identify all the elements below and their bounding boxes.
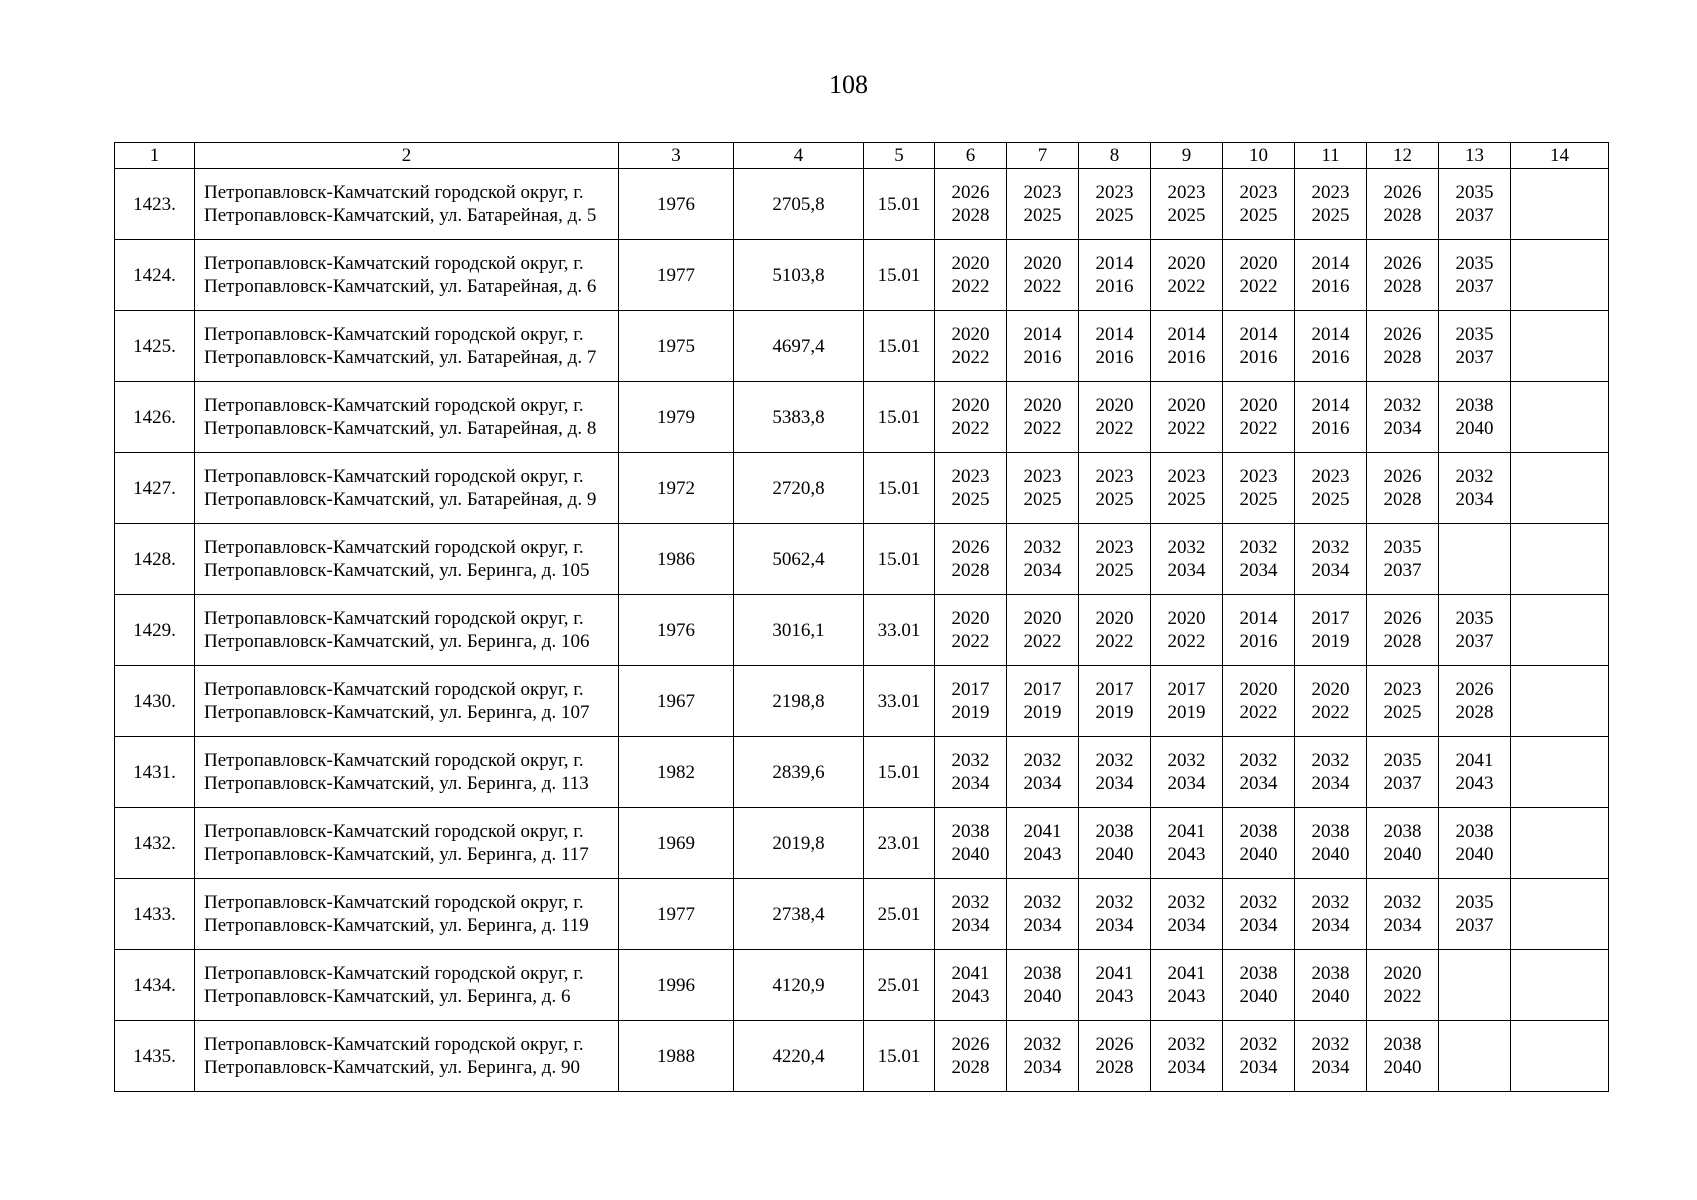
year-built-cell: 1969 [619, 808, 734, 879]
period-cell: 2020 2022 [1007, 382, 1079, 453]
period-cell: 2041 2043 [1439, 737, 1511, 808]
period-cell: 2020 2022 [1223, 240, 1295, 311]
period-cell: 2038 2040 [1439, 808, 1511, 879]
period-cell: 2017 2019 [1151, 666, 1223, 737]
year-built-cell: 1982 [619, 737, 734, 808]
period-cell [1439, 524, 1511, 595]
period-cell: 2020 2022 [935, 595, 1007, 666]
period-cell: 2032 2034 [1079, 879, 1151, 950]
column-header: 14 [1511, 143, 1609, 169]
code-cell: 15.01 [864, 524, 935, 595]
period-cell: 2026 2028 [935, 169, 1007, 240]
code-cell: 15.01 [864, 169, 935, 240]
period-cell: 2023 2025 [1223, 169, 1295, 240]
table-row [115, 382, 1609, 453]
area-cell: 2705,8 [734, 169, 864, 240]
year-built-cell: 1977 [619, 879, 734, 950]
period-cell [1511, 666, 1609, 737]
address-cell: Петропавловск-Камчатский городской округ, г. Петропавловск-Камчатский, ул. Беринга, д. 106 [195, 595, 619, 666]
period-cell: 2032 2034 [1223, 524, 1295, 595]
address-cell: Петропавловск-Камчатский городской округ, г. Петропавловск-Камчатский, ул. Беринга, д. 117 [195, 808, 619, 879]
period-cell: 2038 2040 [1367, 808, 1439, 879]
year-built-cell: 1977 [619, 240, 734, 311]
period-cell: 2020 2022 [1151, 382, 1223, 453]
period-cell: 2041 2043 [1007, 808, 1079, 879]
period-cell [1511, 453, 1609, 524]
period-cell: 2032 2034 [1439, 453, 1511, 524]
period-cell: 2020 2022 [1223, 666, 1295, 737]
row-number-cell: 1430. [115, 666, 195, 737]
period-cell: 2020 2022 [1151, 595, 1223, 666]
period-cell: 2032 2034 [1367, 879, 1439, 950]
column-header: 4 [734, 143, 864, 169]
period-cell: 2032 2034 [1295, 524, 1367, 595]
period-cell: 2035 2037 [1439, 311, 1511, 382]
row-number-cell: 1425. [115, 311, 195, 382]
area-cell: 2019,8 [734, 808, 864, 879]
area-cell: 2839,6 [734, 737, 864, 808]
table-row [115, 240, 1609, 311]
code-cell: 15.01 [864, 453, 935, 524]
period-cell [1511, 808, 1609, 879]
table-body [115, 169, 1609, 1092]
area-cell: 2720,8 [734, 453, 864, 524]
header-row [115, 143, 1609, 169]
year-built-cell: 1988 [619, 1021, 734, 1092]
period-cell: 2041 2043 [1151, 808, 1223, 879]
year-built-cell: 1979 [619, 382, 734, 453]
area-cell: 5103,8 [734, 240, 864, 311]
column-header: 11 [1295, 143, 1367, 169]
period-cell: 2023 2025 [1007, 169, 1079, 240]
period-cell: 2020 2022 [1367, 950, 1439, 1021]
address-cell: Петропавловск-Камчатский городской округ, г. Петропавловск-Камчатский, ул. Батарейная, д. 6 [195, 240, 619, 311]
area-cell: 4220,4 [734, 1021, 864, 1092]
period-cell: 2032 2034 [1079, 737, 1151, 808]
table-row [115, 311, 1609, 382]
period-cell: 2032 2034 [1295, 737, 1367, 808]
period-cell [1511, 879, 1609, 950]
period-cell: 2020 2022 [1007, 595, 1079, 666]
period-cell: 2017 2019 [1007, 666, 1079, 737]
column-header: 1 [115, 143, 195, 169]
area-cell: 2198,8 [734, 666, 864, 737]
period-cell [1511, 737, 1609, 808]
column-header: 13 [1439, 143, 1511, 169]
period-cell [1439, 950, 1511, 1021]
row-number-cell: 1426. [115, 382, 195, 453]
period-cell: 2038 2040 [1007, 950, 1079, 1021]
column-header: 5 [864, 143, 935, 169]
row-number-cell: 1428. [115, 524, 195, 595]
row-number-cell: 1429. [115, 595, 195, 666]
period-cell: 2020 2022 [935, 240, 1007, 311]
period-cell: 2032 2034 [1007, 1021, 1079, 1092]
code-cell: 15.01 [864, 240, 935, 311]
period-cell: 2017 2019 [935, 666, 1007, 737]
table-row [115, 453, 1609, 524]
code-cell: 15.01 [864, 311, 935, 382]
period-cell: 2020 2022 [1079, 595, 1151, 666]
column-header: 2 [195, 143, 619, 169]
year-built-cell: 1986 [619, 524, 734, 595]
period-cell: 2032 2034 [1151, 524, 1223, 595]
period-cell: 2038 2040 [1223, 950, 1295, 1021]
table-row [115, 524, 1609, 595]
period-cell: 2020 2022 [935, 382, 1007, 453]
row-number-cell: 1423. [115, 169, 195, 240]
period-cell: 2041 2043 [1079, 950, 1151, 1021]
column-header: 3 [619, 143, 734, 169]
period-cell: 2038 2040 [935, 808, 1007, 879]
period-cell: 2032 2034 [1151, 737, 1223, 808]
period-cell: 2017 2019 [1079, 666, 1151, 737]
period-cell: 2023 2025 [1367, 666, 1439, 737]
table-row [115, 595, 1609, 666]
address-cell: Петропавловск-Камчатский городской округ, г. Петропавловск-Камчатский, ул. Батарейная, д. 7 [195, 311, 619, 382]
row-number-cell: 1435. [115, 1021, 195, 1092]
period-cell: 2014 2016 [1295, 382, 1367, 453]
period-cell: 2026 2028 [1367, 311, 1439, 382]
period-cell: 2038 2040 [1295, 950, 1367, 1021]
period-cell: 2014 2016 [1223, 595, 1295, 666]
area-cell: 2738,4 [734, 879, 864, 950]
period-cell [1511, 382, 1609, 453]
period-cell: 2035 2037 [1439, 879, 1511, 950]
address-cell: Петропавловск-Камчатский городской округ, г. Петропавловск-Камчатский, ул. Батарейная, д. 8 [195, 382, 619, 453]
period-cell: 2035 2037 [1439, 169, 1511, 240]
address-cell: Петропавловск-Камчатский городской округ, г. Петропавловск-Камчатский, ул. Беринга, д. 107 [195, 666, 619, 737]
period-cell: 2041 2043 [935, 950, 1007, 1021]
period-cell: 2032 2034 [935, 737, 1007, 808]
table-row [115, 950, 1609, 1021]
year-built-cell: 1976 [619, 169, 734, 240]
period-cell: 2026 2028 [1439, 666, 1511, 737]
period-cell: 2041 2043 [1151, 950, 1223, 1021]
period-cell [1511, 950, 1609, 1021]
period-cell: 2020 2022 [1079, 382, 1151, 453]
period-cell [1511, 240, 1609, 311]
address-cell: Петропавловск-Камчатский городской округ, г. Петропавловск-Камчатский, ул. Батарейная, д. 9 [195, 453, 619, 524]
period-cell: 2035 2037 [1367, 524, 1439, 595]
period-cell: 2032 2034 [1007, 737, 1079, 808]
column-header: 6 [935, 143, 1007, 169]
area-cell: 3016,1 [734, 595, 864, 666]
column-header: 12 [1367, 143, 1439, 169]
year-built-cell: 1996 [619, 950, 734, 1021]
address-cell: Петропавловск-Камчатский городской округ, г. Петропавловск-Камчатский, ул. Беринга, д. 6 [195, 950, 619, 1021]
year-built-cell: 1976 [619, 595, 734, 666]
period-cell: 2026 2028 [935, 524, 1007, 595]
period-cell: 2026 2028 [1367, 240, 1439, 311]
row-number-cell: 1432. [115, 808, 195, 879]
period-cell: 2023 2025 [1151, 169, 1223, 240]
address-cell: Петропавловск-Камчатский городской округ, г. Петропавловск-Камчатский, ул. Беринга, д. 119 [195, 879, 619, 950]
period-cell: 2035 2037 [1439, 240, 1511, 311]
period-cell: 2020 2022 [1007, 240, 1079, 311]
period-cell: 2038 2040 [1367, 1021, 1439, 1092]
period-cell: 2014 2016 [1295, 311, 1367, 382]
period-cell [1511, 595, 1609, 666]
row-number-cell: 1433. [115, 879, 195, 950]
area-cell: 5062,4 [734, 524, 864, 595]
period-cell: 2032 2034 [935, 879, 1007, 950]
period-cell: 2014 2016 [1223, 311, 1295, 382]
period-cell: 2032 2034 [1007, 524, 1079, 595]
period-cell: 2014 2016 [1007, 311, 1079, 382]
housing-register-table [114, 142, 1609, 1092]
table-row [115, 808, 1609, 879]
column-header: 10 [1223, 143, 1295, 169]
period-cell: 2023 2025 [1151, 453, 1223, 524]
period-cell: 2020 2022 [1223, 382, 1295, 453]
table-row [115, 666, 1609, 737]
period-cell: 2032 2034 [1223, 737, 1295, 808]
period-cell [1511, 524, 1609, 595]
period-cell: 2032 2034 [1367, 382, 1439, 453]
period-cell: 2020 2022 [1151, 240, 1223, 311]
table-row [115, 879, 1609, 950]
period-cell: 2014 2016 [1151, 311, 1223, 382]
period-cell: 2038 2040 [1079, 808, 1151, 879]
period-cell: 2026 2028 [1367, 595, 1439, 666]
period-cell: 2026 2028 [1367, 453, 1439, 524]
column-header: 9 [1151, 143, 1223, 169]
code-cell: 23.01 [864, 808, 935, 879]
period-cell: 2032 2034 [1295, 879, 1367, 950]
period-cell: 2038 2040 [1223, 808, 1295, 879]
table-row [115, 1021, 1609, 1092]
period-cell [1439, 1021, 1511, 1092]
period-cell: 2035 2037 [1367, 737, 1439, 808]
code-cell: 15.01 [864, 737, 935, 808]
period-cell: 2026 2028 [935, 1021, 1007, 1092]
period-cell: 2035 2037 [1439, 595, 1511, 666]
period-cell: 2026 2028 [1079, 1021, 1151, 1092]
row-number-cell: 1431. [115, 737, 195, 808]
column-header: 7 [1007, 143, 1079, 169]
address-cell: Петропавловск-Камчатский городской округ, г. Петропавловск-Камчатский, ул. Батарейная, д. 5 [195, 169, 619, 240]
period-cell: 2023 2025 [935, 453, 1007, 524]
period-cell [1511, 169, 1609, 240]
row-number-cell: 1427. [115, 453, 195, 524]
address-cell: Петропавловск-Камчатский городской округ, г. Петропавловск-Камчатский, ул. Беринга, д. 90 [195, 1021, 619, 1092]
code-cell: 33.01 [864, 595, 935, 666]
code-cell: 15.01 [864, 382, 935, 453]
period-cell: 2023 2025 [1079, 169, 1151, 240]
period-cell [1511, 1021, 1609, 1092]
table-row [115, 737, 1609, 808]
period-cell: 2038 2040 [1439, 382, 1511, 453]
year-built-cell: 1967 [619, 666, 734, 737]
period-cell: 2023 2025 [1079, 524, 1151, 595]
year-built-cell: 1972 [619, 453, 734, 524]
code-cell: 25.01 [864, 879, 935, 950]
period-cell: 2032 2034 [1223, 879, 1295, 950]
area-cell: 4120,9 [734, 950, 864, 1021]
period-cell: 2038 2040 [1295, 808, 1367, 879]
table-row [115, 169, 1609, 240]
period-cell: 2020 2022 [935, 311, 1007, 382]
address-cell: Петропавловск-Камчатский городской округ, г. Петропавловск-Камчатский, ул. Беринга, д. 105 [195, 524, 619, 595]
period-cell: 2032 2034 [1151, 1021, 1223, 1092]
area-cell: 4697,4 [734, 311, 864, 382]
period-cell: 2026 2028 [1367, 169, 1439, 240]
row-number-cell: 1424. [115, 240, 195, 311]
period-cell: 2023 2025 [1223, 453, 1295, 524]
row-number-cell: 1434. [115, 950, 195, 1021]
period-cell: 2017 2019 [1295, 595, 1367, 666]
period-cell: 2014 2016 [1295, 240, 1367, 311]
column-header: 8 [1079, 143, 1151, 169]
period-cell: 2032 2034 [1295, 1021, 1367, 1092]
period-cell: 2014 2016 [1079, 311, 1151, 382]
period-cell: 2023 2025 [1007, 453, 1079, 524]
page-number: 108 [829, 70, 868, 99]
period-cell: 2032 2034 [1151, 879, 1223, 950]
address-cell: Петропавловск-Камчатский городской округ, г. Петропавловск-Камчатский, ул. Беринга, д. 113 [195, 737, 619, 808]
area-cell: 5383,8 [734, 382, 864, 453]
year-built-cell: 1975 [619, 311, 734, 382]
period-cell: 2032 2034 [1223, 1021, 1295, 1092]
period-cell: 2032 2034 [1007, 879, 1079, 950]
period-cell [1511, 311, 1609, 382]
code-cell: 25.01 [864, 950, 935, 1021]
code-cell: 15.01 [864, 1021, 935, 1092]
code-cell: 33.01 [864, 666, 935, 737]
period-cell: 2023 2025 [1295, 453, 1367, 524]
period-cell: 2020 2022 [1295, 666, 1367, 737]
period-cell: 2023 2025 [1295, 169, 1367, 240]
period-cell: 2014 2016 [1079, 240, 1151, 311]
period-cell: 2023 2025 [1079, 453, 1151, 524]
